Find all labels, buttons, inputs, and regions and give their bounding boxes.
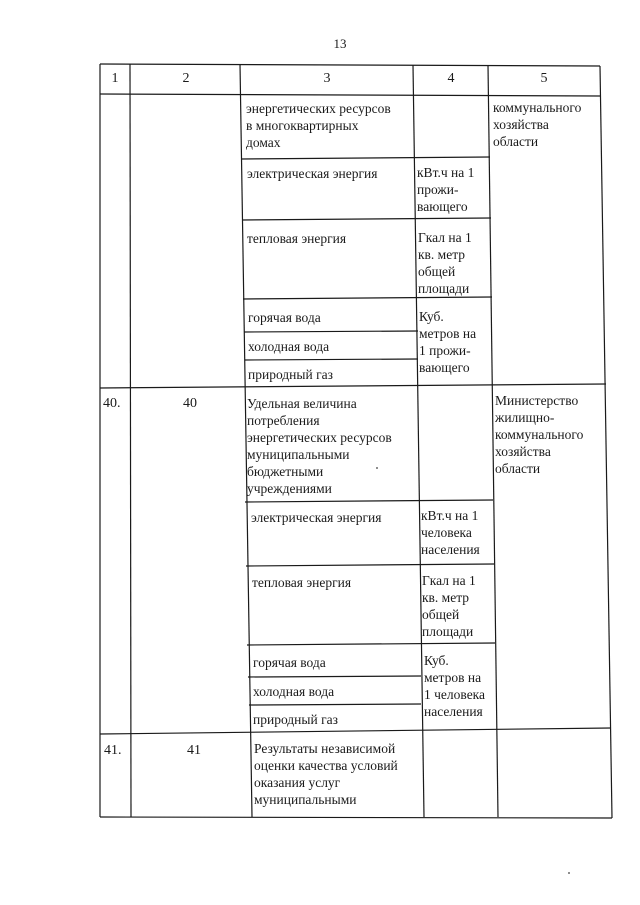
scan-speck bbox=[568, 872, 570, 874]
row-40-water-unit-line: 1 человека bbox=[424, 687, 486, 702]
row-40-unit-line: площади bbox=[422, 624, 474, 639]
row-40-unit-line: кв. метр bbox=[422, 590, 470, 605]
cont-water-unit-line: 1 прожи- bbox=[419, 343, 471, 358]
row-41-indicator-line: оценки качества условий bbox=[254, 758, 398, 773]
row-40-sub-cold-water: холодная вода bbox=[253, 684, 335, 699]
row-40-water-unit-line: населения bbox=[424, 704, 483, 719]
cont-unit-line: вающего bbox=[417, 199, 468, 214]
cont-sub-cold-water: холодная вода bbox=[248, 339, 330, 354]
row-40-indicator-line: энергетических ресурсов bbox=[247, 430, 392, 445]
row-40-code: 40 bbox=[183, 396, 197, 411]
row-40-unit-line: Гкал на 1 bbox=[422, 573, 476, 588]
row-40-unit-line: человека bbox=[421, 525, 472, 540]
row-40-indicator-line: бюджетными bbox=[247, 464, 324, 479]
cont-water-unit-line: метров на bbox=[419, 326, 477, 341]
cont-water-unit-line: вающего bbox=[419, 360, 470, 375]
row-41-code: 41 bbox=[187, 743, 201, 758]
row-40-sub-hot-water: горячая вода bbox=[253, 655, 326, 670]
row-40-ministry-line: коммунального bbox=[495, 427, 584, 442]
row-40-water-unit-line: Куб. bbox=[424, 653, 449, 668]
row-41-indicator-line: Результаты независимой bbox=[254, 741, 396, 756]
row-40-ministry-line: хозяйства bbox=[495, 444, 551, 459]
page-number: 13 bbox=[333, 36, 347, 51]
row-40-unit-line: кВт.ч на 1 bbox=[421, 508, 479, 523]
header-col-2: 2 bbox=[182, 71, 190, 86]
cont-unit-line: площади bbox=[418, 281, 470, 296]
cont-indicator-line: в многоквартирных bbox=[246, 118, 359, 133]
row-40-unit-line: населения bbox=[421, 542, 480, 557]
cont-unit-line: Гкал на 1 bbox=[418, 230, 472, 245]
cont-indicator-line: домах bbox=[246, 135, 281, 150]
row-40-indicator-line: муниципальными bbox=[247, 447, 350, 462]
row-40-sub-heat: тепловая энергия bbox=[252, 575, 352, 590]
row-40-sub-electric: электрическая энергия bbox=[251, 510, 382, 525]
cont-sub-hot-water: горячая вода bbox=[248, 310, 321, 325]
cont-sub-electric: электрическая энергия bbox=[247, 166, 378, 181]
header-col-5: 5 bbox=[540, 71, 548, 86]
row-41-indicator-line: муниципальными bbox=[254, 792, 357, 807]
row-40-indicator-line: потребления bbox=[247, 413, 320, 428]
row-41-number: 41. bbox=[104, 743, 122, 758]
cont-sub-gas: природный газ bbox=[248, 367, 333, 382]
cont-water-unit-line: Куб. bbox=[419, 309, 444, 324]
cont-unit-line: прожи- bbox=[417, 182, 459, 197]
row-40-ministry-line: Министерство bbox=[495, 393, 579, 408]
row-40-indicator-line: учреждениями bbox=[247, 481, 332, 496]
cont-sub-heat: тепловая энергия bbox=[247, 231, 347, 246]
row-40-indicator-line: Удельная величина bbox=[247, 396, 357, 411]
row-40-ministry-line: жилищно- bbox=[495, 410, 555, 425]
row-41-indicator-line: оказания услуг bbox=[254, 775, 341, 790]
cont-ministry-line: области bbox=[493, 134, 539, 149]
header-col-3: 3 bbox=[323, 71, 331, 86]
cont-unit-line: кв. метр bbox=[418, 247, 466, 262]
row-40-water-unit-line: метров на bbox=[424, 670, 482, 685]
cont-unit-line: общей bbox=[418, 264, 456, 279]
cont-unit-line: кВт.ч на 1 bbox=[417, 165, 475, 180]
header-col-4: 4 bbox=[447, 71, 455, 86]
cont-indicator-line: энергетических ресурсов bbox=[246, 101, 391, 116]
row-40-number: 40. bbox=[103, 396, 121, 411]
scan-speck bbox=[376, 467, 378, 469]
row-40-ministry-line: области bbox=[495, 461, 541, 476]
row-40-sub-gas: природный газ bbox=[253, 712, 338, 727]
row-40-unit-line: общей bbox=[422, 607, 460, 622]
cont-ministry-line: коммунального bbox=[493, 100, 582, 115]
header-col-1: 1 bbox=[111, 71, 119, 86]
cont-ministry-line: хозяйства bbox=[493, 117, 549, 132]
